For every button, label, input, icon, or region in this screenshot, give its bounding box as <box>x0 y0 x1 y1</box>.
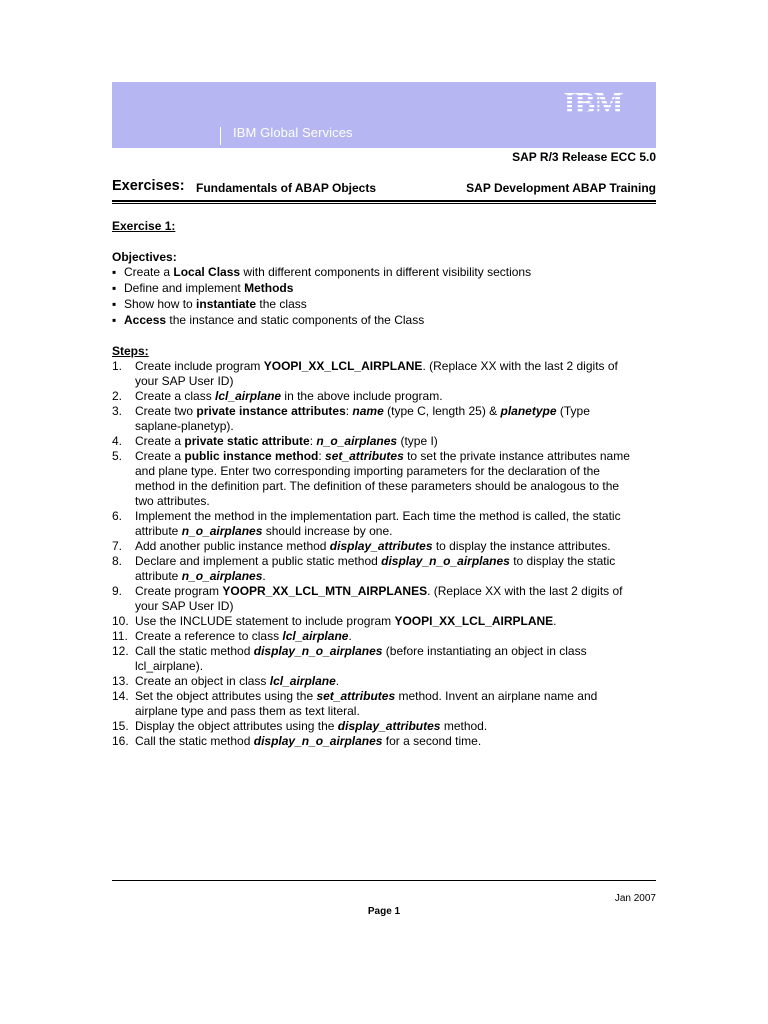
emphasis-text: display_n_o_airplanes <box>253 734 383 748</box>
step-number: 8. <box>112 554 123 568</box>
text-run: (type I) <box>397 434 438 448</box>
text-run: to display the static <box>509 554 616 568</box>
text-run: Use the INCLUDE statement to include program <box>135 614 395 628</box>
text-run: . <box>335 674 340 688</box>
bullet-icon: ▪ <box>112 313 117 327</box>
step-line <box>135 584 656 599</box>
text-run: Create include program <box>135 359 264 373</box>
step-item <box>112 434 656 449</box>
text-run: . (Replace XX with the last 2 digits of <box>422 359 618 373</box>
step-line <box>135 569 656 584</box>
objective-item <box>112 281 656 297</box>
text-run: Add another public instance method <box>135 539 330 553</box>
step-number: 5. <box>112 449 123 463</box>
text-run: with different components in different visibility sections <box>240 265 532 279</box>
text-run: to display the instance attributes. <box>432 539 611 553</box>
step-line <box>135 359 656 374</box>
step-number: 4. <box>112 434 123 448</box>
emphasis-text: Local Class <box>173 265 241 279</box>
text-run: in the above include program. <box>281 389 443 403</box>
step-number: 11. <box>112 629 128 643</box>
text-run: Show how to <box>124 297 197 311</box>
emphasis-text: YOOPI_XX_LCL_AIRPLANE <box>394 614 554 628</box>
objective-item <box>112 313 656 329</box>
text-run: (before instantiating an object in class <box>382 644 587 658</box>
bullet-icon: ▪ <box>112 297 117 311</box>
text-run: method. <box>440 719 488 733</box>
title-rule-thin <box>112 203 656 204</box>
step-item <box>112 404 656 434</box>
emphasis-text: set_attributes <box>325 449 404 463</box>
step-item <box>112 554 656 584</box>
step-number: 12. <box>112 644 129 658</box>
text-run: Implement the method in the implementation part. Each time the method is called, the static <box>135 509 621 523</box>
step-line <box>135 449 656 464</box>
bullet-icon: ▪ <box>112 265 117 279</box>
text-run: Declare and implement a public static method <box>135 554 382 568</box>
text-run: your SAP User ID) <box>135 374 234 388</box>
title-rule <box>112 200 656 202</box>
emphasis-text: lcl_airplane <box>215 389 282 403</box>
text-run: (Type <box>556 404 590 418</box>
step-item <box>112 674 656 689</box>
step-line <box>135 659 656 674</box>
text-run: Define and implement <box>124 281 245 295</box>
text-run: Create a <box>124 265 174 279</box>
step-line <box>135 629 656 644</box>
emphasis-text: Methods <box>244 281 294 295</box>
step-line <box>135 539 656 554</box>
text-run: Create a reference to class <box>135 629 283 643</box>
step-number: 6. <box>112 509 123 523</box>
text-run: and plane type. Enter two corresponding importing parameters for the declaration of the <box>135 464 600 478</box>
footer-rule <box>112 880 656 881</box>
brand-text: IBM Global Services <box>233 125 353 140</box>
emphasis-text: display_n_o_airplanes <box>253 644 383 658</box>
text-run: method in the definition part. The definition of these parameters should be analogous to the <box>135 479 620 493</box>
text-run: . <box>553 614 557 628</box>
step-line <box>135 734 656 749</box>
text-run: Set the object attributes using the <box>135 689 317 703</box>
exercise-heading: Exercise 1: <box>112 219 176 233</box>
step-line <box>135 674 656 689</box>
step-number: 15. <box>112 719 129 733</box>
text-run: two attributes. <box>135 494 210 508</box>
step-line <box>135 524 656 539</box>
step-number: 10. <box>112 614 129 628</box>
step-item <box>112 389 656 404</box>
step-item <box>112 719 656 734</box>
release-label: SAP R/3 Release ECC 5.0 <box>512 150 656 164</box>
emphasis-text: planetype <box>500 404 557 418</box>
step-item <box>112 689 656 719</box>
step-line <box>135 374 656 389</box>
emphasis-text: n_o_airplanes <box>181 569 263 583</box>
step-number: 14. <box>112 689 129 703</box>
step-line <box>135 434 656 449</box>
emphasis-text: private instance attributes <box>196 404 346 418</box>
emphasis-text: public instance method <box>184 449 319 463</box>
header-banner <box>112 82 656 148</box>
emphasis-text: name <box>352 404 384 418</box>
document-body <box>112 219 656 749</box>
steps-heading: Steps: <box>112 344 149 358</box>
text-run: : <box>345 404 353 418</box>
step-line <box>135 689 656 704</box>
step-item <box>112 359 656 389</box>
step-item <box>112 734 656 749</box>
step-number: 9. <box>112 584 123 598</box>
step-line <box>135 509 656 524</box>
text-run: should increase by one. <box>262 524 393 538</box>
objectives-list <box>112 265 656 329</box>
step-line <box>135 599 656 614</box>
step-item <box>112 509 656 539</box>
step-item <box>112 629 656 644</box>
step-line <box>135 614 656 629</box>
text-run: the class <box>256 297 307 311</box>
text-run: method. Invent an airplane name and <box>395 689 598 703</box>
emphasis-text: private static attribute <box>184 434 310 448</box>
emphasis-text: Access <box>124 313 167 327</box>
emphasis-text: instantiate <box>196 297 257 311</box>
text-run: Create an object in class <box>135 674 270 688</box>
text-run: . (Replace XX with the last 2 digits of <box>427 584 623 598</box>
emphasis-text: YOOPR_XX_LCL_MTN_AIRPLANES <box>222 584 428 598</box>
ibm-logo-text: IBM <box>563 85 623 119</box>
objectives-heading: Objectives: <box>112 250 177 264</box>
step-item <box>112 449 656 509</box>
footer-date: Jan 2007 <box>614 893 656 904</box>
step-number: 1. <box>112 359 123 373</box>
step-line <box>135 704 656 719</box>
step-line <box>135 419 656 434</box>
text-run: Create a <box>135 434 185 448</box>
text-run: attribute <box>135 524 182 538</box>
emphasis-text: lcl_airplane <box>282 629 349 643</box>
emphasis-text: n_o_airplanes <box>316 434 398 448</box>
text-run: Call the static method <box>135 644 254 658</box>
text-run: attribute <box>135 569 182 583</box>
ibm-logo <box>562 85 624 119</box>
emphasis-text: display_n_o_airplanes <box>381 554 510 568</box>
text-run: . <box>262 569 266 583</box>
step-item <box>112 614 656 629</box>
step-line <box>135 644 656 659</box>
step-number: 2. <box>112 389 123 403</box>
emphasis-text: lcl_airplane <box>269 674 336 688</box>
steps-list <box>112 359 656 749</box>
text-run: your SAP User ID) <box>135 599 234 613</box>
step-line <box>135 464 656 479</box>
text-run: for a second time. <box>382 734 482 748</box>
banner-divider <box>220 127 221 145</box>
step-line <box>135 554 656 569</box>
step-number: 7. <box>112 539 123 553</box>
objective-item <box>112 297 656 313</box>
step-item <box>112 539 656 554</box>
objective-item <box>112 265 656 281</box>
text-run: to set the private instance attributes name <box>403 449 630 463</box>
text-run: Display the object attributes using the <box>135 719 338 733</box>
emphasis-text: YOOPI_XX_LCL_AIRPLANE <box>263 359 423 373</box>
text-run: . <box>348 629 352 643</box>
emphasis-text: n_o_airplanes <box>181 524 263 538</box>
text-run: lcl_airplane). <box>135 659 204 673</box>
step-item <box>112 584 656 614</box>
title-bar <box>112 178 656 200</box>
step-line <box>135 404 656 419</box>
step-number: 13. <box>112 674 129 688</box>
bullet-icon: ▪ <box>112 281 117 295</box>
text-run: saplane-planetyp). <box>135 419 234 433</box>
emphasis-text: display_attributes <box>329 539 433 553</box>
emphasis-text: set_attributes <box>316 689 396 703</box>
exercises-label: Exercises: <box>112 178 185 194</box>
step-item <box>112 644 656 674</box>
text-run: the instance and static components of the Class <box>166 313 425 327</box>
text-run: (type C, length 25) & <box>383 404 501 418</box>
step-line <box>135 389 656 404</box>
step-line <box>135 494 656 509</box>
text-run: Create a <box>135 449 185 463</box>
text-run: Create program <box>135 584 223 598</box>
text-run: : <box>309 434 317 448</box>
document-subtitle: Fundamentals of ABAP Objects <box>196 181 377 195</box>
step-line <box>135 719 656 734</box>
step-number: 3. <box>112 404 123 418</box>
text-run: Call the static method <box>135 734 254 748</box>
page-number: Page 1 <box>367 906 401 917</box>
text-run: : <box>318 449 326 463</box>
text-run: airplane type and pass them as text literal. <box>135 704 360 718</box>
emphasis-text: display_attributes <box>337 719 441 733</box>
step-line <box>135 479 656 494</box>
text-run: Create two <box>135 404 197 418</box>
step-number: 16. <box>112 734 129 748</box>
training-title: SAP Development ABAP Training <box>466 181 656 195</box>
text-run: Create a class <box>135 389 216 403</box>
